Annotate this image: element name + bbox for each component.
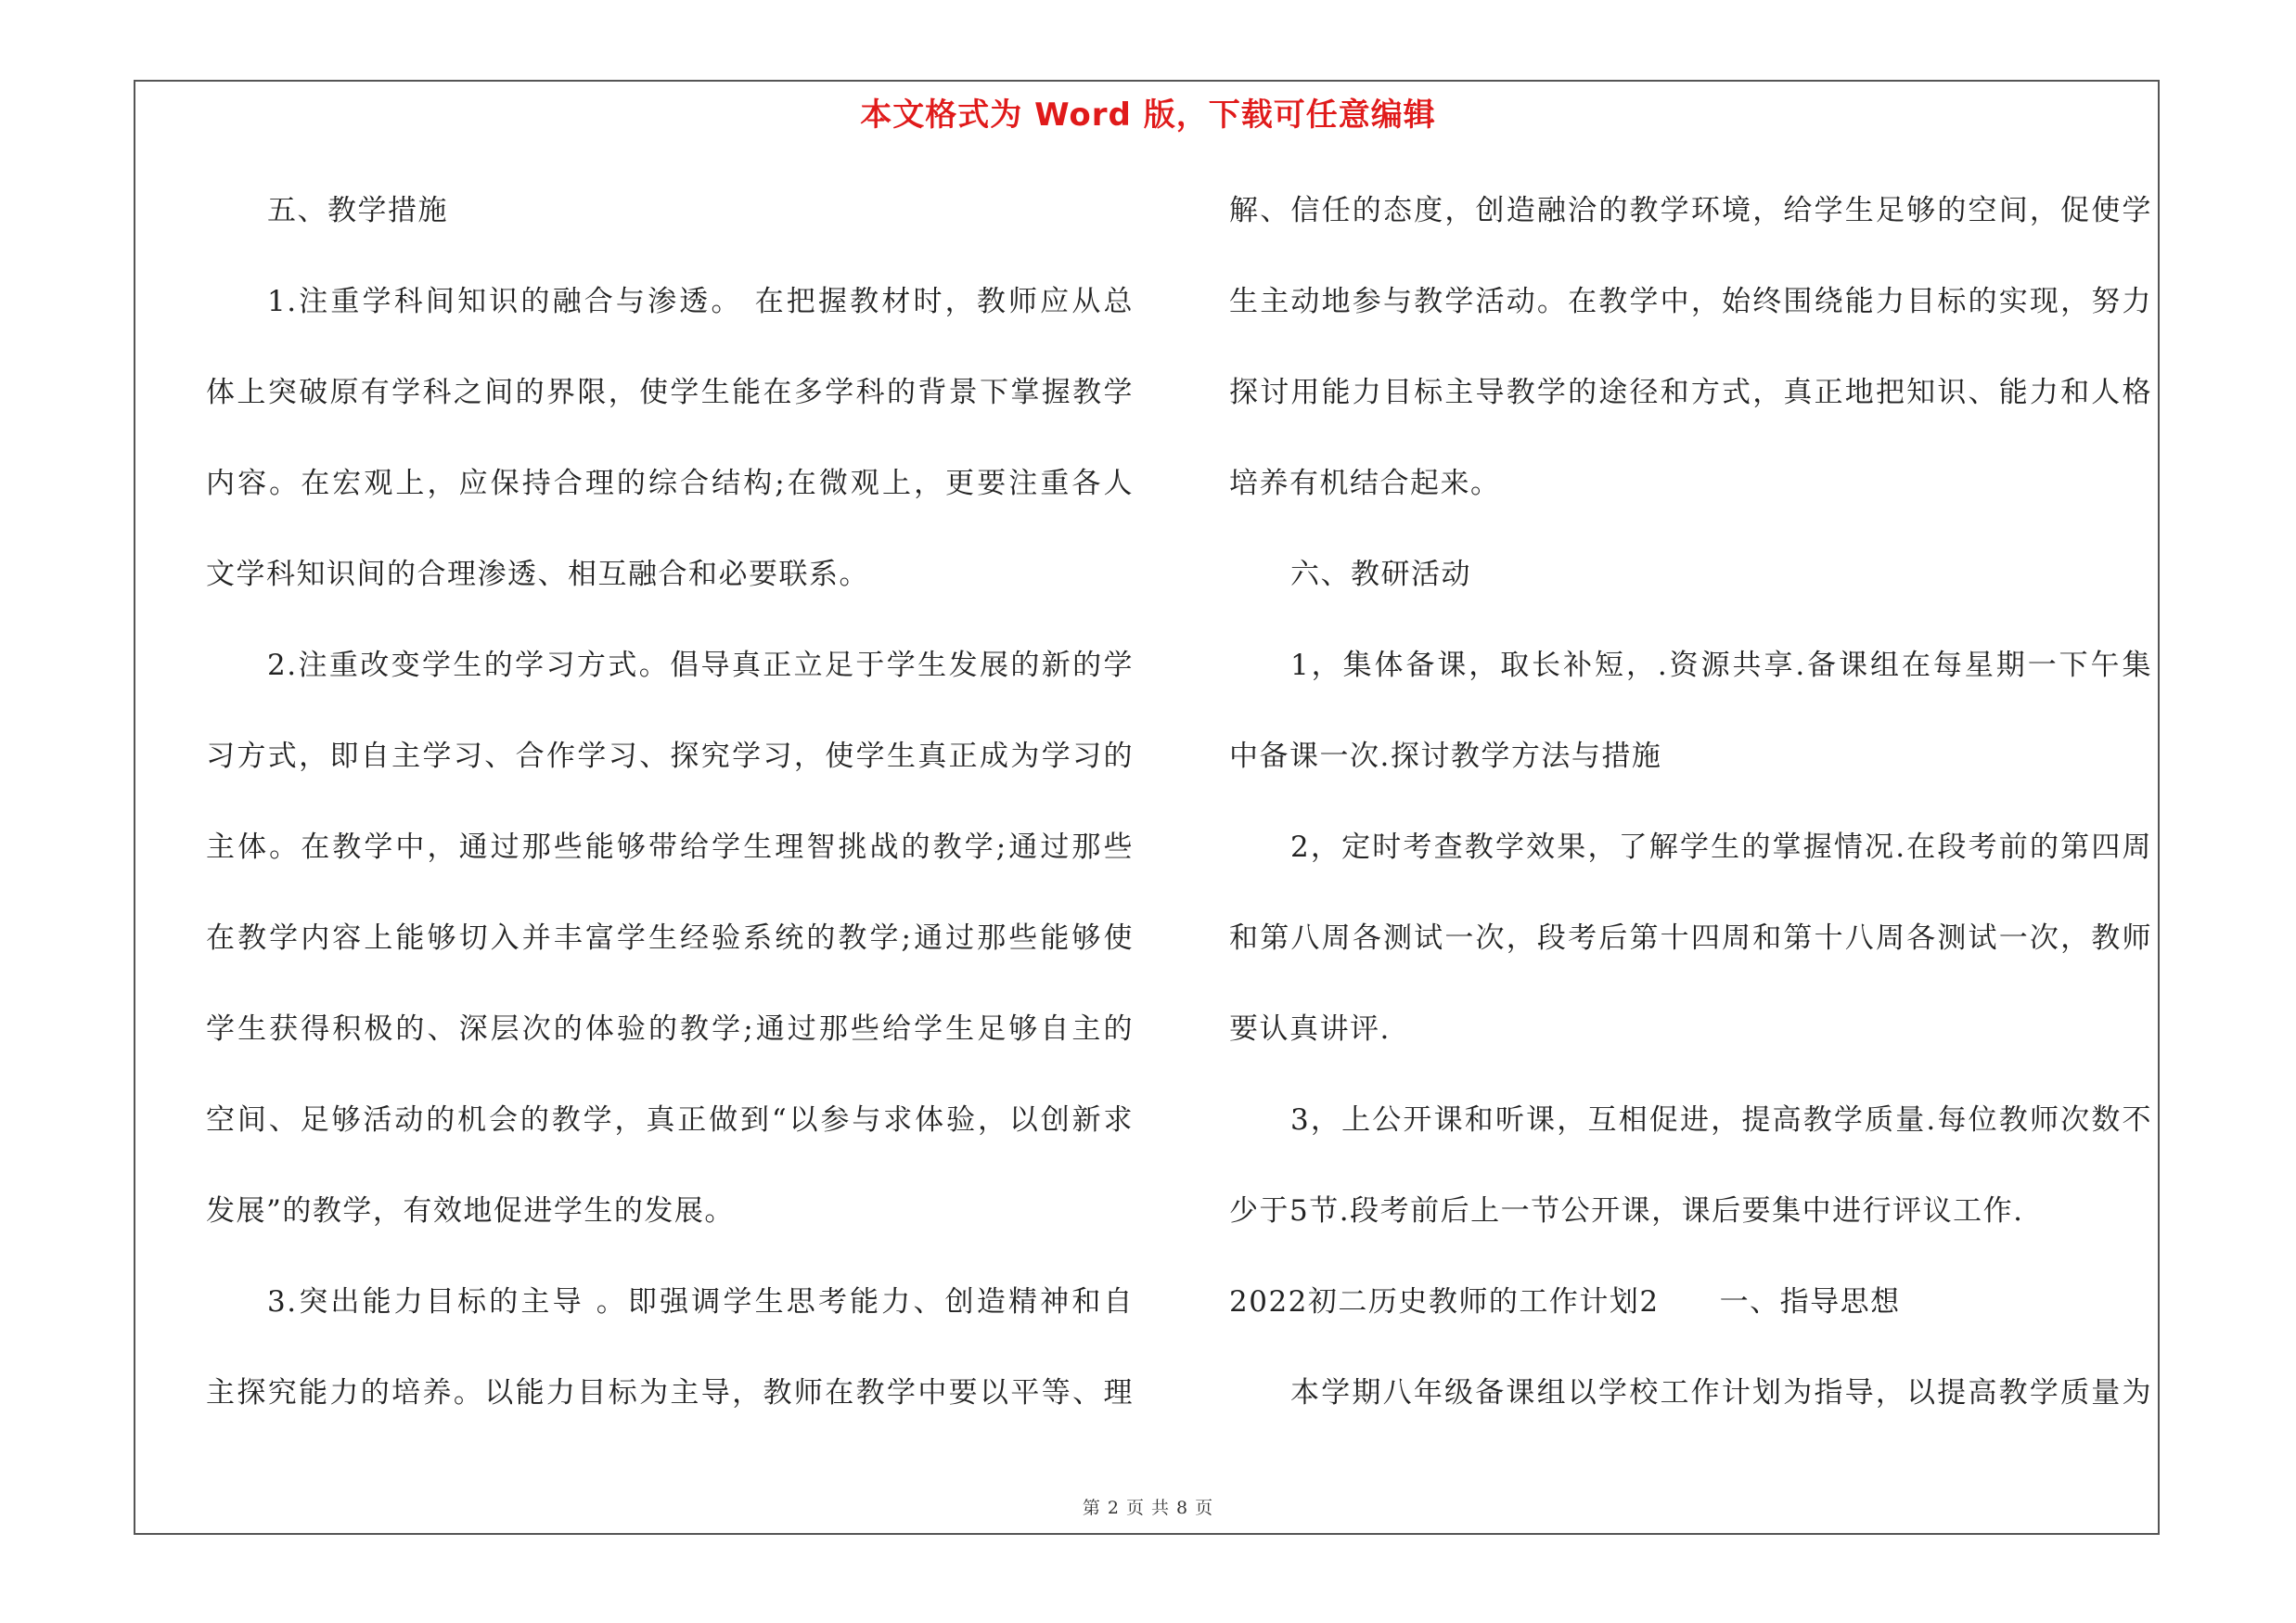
paragraph-line: 主体。在教学中，通过那些能够带给学生理智挑战的教学;通过那些: [206, 831, 1134, 864]
paragraph-line: 2，定时考查教学效果，了解学生的掌握情况.在段考前的第四周: [1290, 831, 2152, 864]
paragraph-line: 生主动地参与教学活动。在教学中，始终围绕能力目标的实现，努力: [1229, 285, 2152, 318]
page-number-footer: 第 2 页 共 8 页: [1082, 1498, 1214, 1518]
section-heading-research-activities: 六、教研活动: [1290, 558, 1471, 591]
paragraph-line: 少于5节.段考前后上一节公开课，课后要集中进行评议工作.: [1229, 1194, 2024, 1228]
paragraph-line: 习方式，即自主学习、合作学习、探究学习，使学生真正成为学习的: [206, 740, 1134, 773]
plan-title-line: 2022初二历史教师的工作计划2 一、指导思想: [1229, 1285, 1901, 1319]
paragraph-line: 解、信任的态度，创造融洽的教学环境，给学生足够的空间，促使学: [1229, 194, 2152, 227]
paragraph-line: 发展”的教学，有效地促进学生的发展。: [206, 1194, 735, 1228]
paragraph-line: 3，上公开课和听课，互相促进，提高教学质量.每位教师次数不: [1290, 1103, 2152, 1137]
paragraph-line: 3.突出能力目标的主导 。即强调学生思考能力、创造精神和自: [267, 1285, 1134, 1319]
paragraph-line: 主探究能力的培养。以能力目标为主导，教师在教学中要以平等、理: [206, 1376, 1134, 1410]
paragraph-line: 内容。在宏观上，应保持合理的综合结构;在微观上，更要注重各人: [206, 467, 1134, 500]
paragraph-line: 体上突破原有学科之间的界限，使学生能在多学科的背景下掌握教学: [206, 376, 1134, 409]
paragraph-line: 要认真讲评.: [1229, 1012, 1391, 1046]
paragraph-line: 文学科知识间的合理渗透、相互融合和必要联系。: [206, 558, 869, 591]
paragraph-line: 1.注重学科间知识的融合与渗透。 在把握教材时，教师应从总: [267, 285, 1134, 318]
paragraph-line: 空间、足够活动的机会的教学，真正做到“以参与求体验，以创新求: [206, 1103, 1134, 1137]
paragraph-line: 在教学内容上能够切入并丰富学生经验系统的教学;通过那些能够使: [206, 921, 1134, 955]
paragraph-line: 本学期八年级备课组以学校工作计划为指导，以提高教学质量为: [1290, 1376, 2152, 1410]
section-heading-teaching-measures: 五、教学措施: [267, 194, 448, 227]
left-text-column: [206, 165, 1134, 1438]
paragraph-line: 1，集体备课，取长补短，.资源共享.备课组在每星期一下午集: [1290, 649, 2152, 682]
paragraph-line: 中备课一次.探讨教学方法与措施: [1229, 740, 1662, 773]
paragraph-line: 探讨用能力目标主导教学的途径和方式，真正地把知识、能力和人格: [1229, 376, 2152, 409]
paragraph-line: 和第八周各测试一次，段考后第十四周和第十八周各测试一次，教师: [1229, 921, 2152, 955]
word-format-banner: 本文格式为 Word 版，下载可任意编辑: [860, 97, 1436, 134]
paragraph-line: 培养有机结合起来。: [1229, 467, 1501, 500]
paragraph-line: 2.注重改变学生的学习方式。倡导真正立足于学生发展的新的学: [267, 649, 1134, 682]
right-text-column: [1229, 165, 2152, 1438]
paragraph-line: 学生获得积极的、深层次的体验的教学;通过那些给学生足够自主的: [206, 1012, 1134, 1046]
